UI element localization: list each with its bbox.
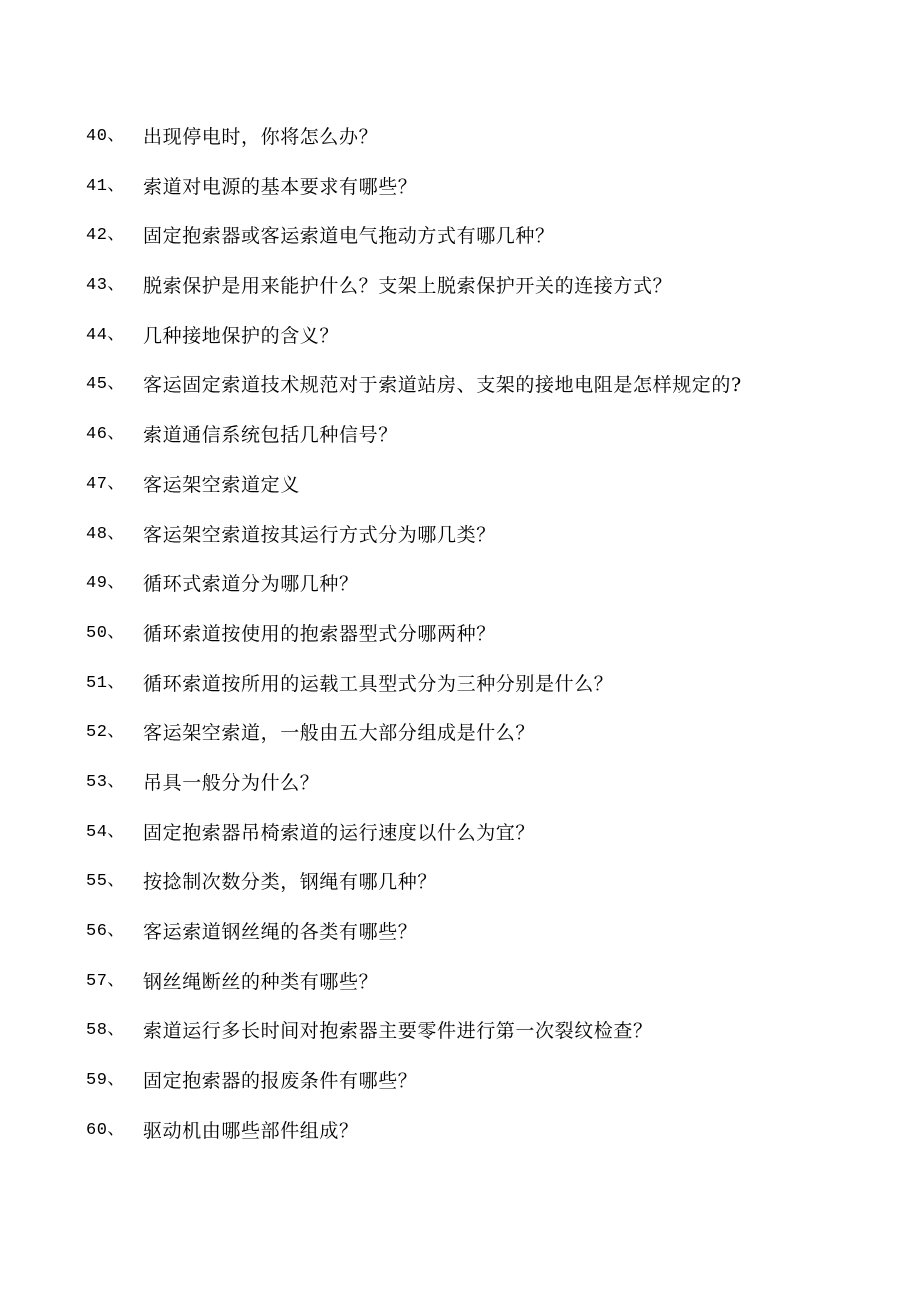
question-item: [86, 124, 886, 174]
question-text: 固定抱索器吊椅索道的运行速度以什么为宜？: [143, 821, 536, 844]
question-text: 循环索道按所用的运载工具型式分为三种分别是什么？: [143, 672, 614, 695]
question-number: 49、: [86, 574, 125, 594]
question-item: [86, 820, 886, 870]
question-number: 54、: [86, 822, 125, 842]
question-item: [86, 323, 886, 373]
question-text: 固定抱索器或客运索道电气拖动方式有哪几种？: [143, 225, 555, 248]
question-item: [86, 422, 886, 472]
question-item: [86, 472, 886, 522]
question-number: 41、: [86, 176, 125, 196]
question-text: 客运架空索道，一般由五大部分组成是什么？: [143, 722, 536, 745]
question-number: 56、: [86, 922, 125, 941]
question-text: 索道运行多长时间对抱索器主要零件进行第一次裂纹检查？: [143, 1020, 653, 1043]
question-number: 44、: [86, 325, 125, 345]
question-number: 51、: [86, 673, 125, 693]
question-item: [86, 770, 886, 820]
question-number: 40、: [86, 127, 125, 146]
question-item: [86, 1018, 886, 1068]
question-text: 脱索保护是用来能护什么？支架上脱索保护开关的连接方式？: [143, 275, 673, 298]
question-number: 59、: [86, 1071, 125, 1091]
question-list: [86, 124, 886, 1167]
question-text: 钢丝绳断丝的种类有哪些？: [143, 970, 379, 993]
question-text: 几种接地保护的含义？: [143, 324, 340, 347]
question-text: 客运固定索道技术规范对于索道站房、支架的接地电阻是怎样规定的?: [143, 374, 742, 397]
question-text: 循环式索道分为哪几种？: [143, 573, 359, 596]
question-number: 46、: [86, 425, 125, 445]
question-item: [86, 522, 886, 572]
question-text: 客运索道钢丝绳的各类有哪些？: [143, 921, 418, 943]
question-text: 索道对电源的基本要求有哪些？: [143, 175, 418, 198]
question-number: 48、: [86, 524, 125, 544]
question-number: 42、: [86, 226, 125, 246]
question-number: 55、: [86, 872, 125, 892]
question-text: 按捻制次数分类，钢绳有哪几种？: [143, 871, 438, 894]
question-item: [86, 571, 886, 621]
question-number: 52、: [86, 723, 125, 743]
question-text: 循环索道按使用的抱索器型式分哪两种？: [143, 622, 496, 645]
question-item: [86, 1068, 886, 1118]
question-item: [86, 720, 886, 770]
question-item: [86, 621, 886, 671]
question-text: 客运架空索道定义: [143, 473, 300, 496]
question-number: 50、: [86, 623, 125, 643]
question-text: 索道通信系统包括几种信号？: [143, 424, 398, 447]
question-item: [86, 869, 886, 919]
question-number: 58、: [86, 1021, 125, 1041]
question-item: [86, 1118, 886, 1168]
question-item: [86, 671, 886, 721]
question-number: 60、: [86, 1120, 125, 1140]
question-number: 47、: [86, 474, 125, 494]
question-item: [86, 919, 886, 969]
question-item: [86, 372, 886, 422]
question-text: 客运架空索道按其运行方式分为哪几类？: [143, 523, 496, 546]
question-number: 45、: [86, 375, 125, 395]
question-text: 出现停电时，你将怎么办？: [143, 126, 379, 148]
question-item: [86, 223, 886, 273]
question-number: 53、: [86, 772, 125, 792]
question-text: 吊具一般分为什么？: [143, 771, 320, 794]
question-text: 驱动机由哪些部件组成？: [143, 1119, 359, 1142]
question-item: [86, 969, 886, 1019]
question-text: 固定抱索器的报废条件有哪些？: [143, 1070, 418, 1093]
question-number: 57、: [86, 971, 125, 991]
question-number: 43、: [86, 276, 125, 296]
question-item: [86, 174, 886, 224]
question-item: [86, 273, 886, 323]
